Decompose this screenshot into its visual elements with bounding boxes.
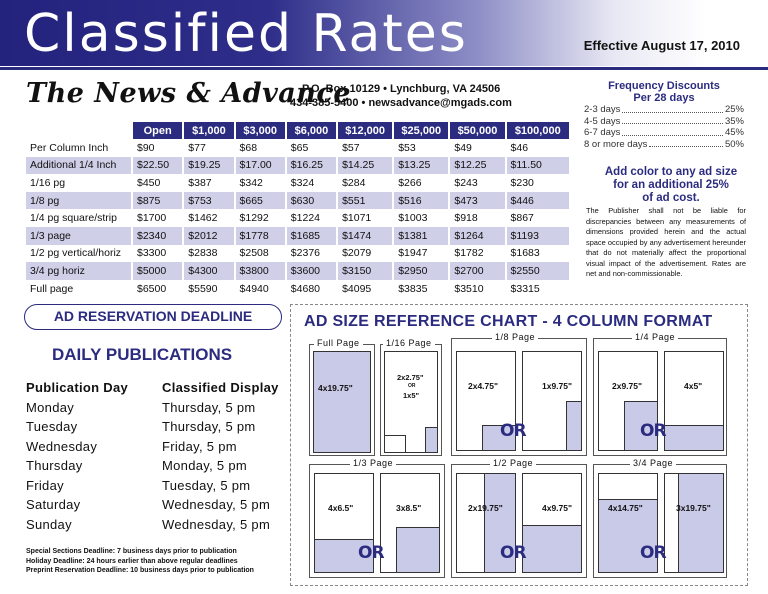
schedule-row bbox=[26, 398, 286, 418]
rate-cell: $4300 bbox=[183, 262, 234, 280]
disclaimer-text: The Publisher shall not be liable for discrepancies between any measurements of dimensions provided herein and the actual space occupied by any advertisement hereunder that do not materially affect the proportional visual impact of the advertisement. Rates are net and non-commissionable. bbox=[586, 206, 746, 278]
rate-cell: $1782 bbox=[449, 245, 505, 263]
deadline-schedule bbox=[26, 378, 286, 534]
classified-deadline: Thursday, 5 pm bbox=[162, 399, 256, 415]
schedule-row bbox=[26, 476, 286, 496]
rate-cell: $3315 bbox=[506, 280, 570, 298]
leader-dots bbox=[622, 116, 723, 125]
frequency-row bbox=[584, 104, 744, 116]
color-note-line: for an additional 25% bbox=[613, 179, 729, 191]
col-header: $50,000 bbox=[449, 122, 505, 139]
frequency-value: 50% bbox=[724, 138, 744, 150]
rate-cell: $2340 bbox=[132, 227, 183, 245]
rate-cell: $68 bbox=[235, 139, 286, 157]
rate-cell: $867 bbox=[506, 209, 570, 227]
rate-cell: $5000 bbox=[132, 262, 183, 280]
ad-fill bbox=[566, 401, 582, 451]
rate-cell: $473 bbox=[449, 192, 505, 210]
table-row bbox=[26, 262, 570, 280]
rate-cell: $1462 bbox=[183, 209, 234, 227]
ad-fill bbox=[522, 525, 582, 573]
or-label: OR bbox=[358, 543, 384, 563]
col-header: Open bbox=[132, 122, 183, 139]
rate-cell: $1264 bbox=[449, 227, 505, 245]
col-header: $1,000 bbox=[183, 122, 234, 139]
row-label: 1/8 pg bbox=[26, 192, 132, 210]
color-note-line: Add color to any ad size bbox=[604, 166, 738, 178]
daily-publications-heading: DAILY PUBLICATIONS bbox=[52, 345, 233, 364]
ad-fill bbox=[678, 473, 724, 573]
rate-cell: $2376 bbox=[286, 245, 337, 263]
rate-cell: $2508 bbox=[235, 245, 286, 263]
rate-cell: $342 bbox=[235, 174, 286, 192]
rate-cell: $1700 bbox=[132, 209, 183, 227]
rate-cell: $1381 bbox=[393, 227, 449, 245]
size-label: 3/4 Page bbox=[630, 458, 676, 468]
rate-cell: $49 bbox=[449, 139, 505, 157]
ad-fill bbox=[396, 527, 440, 573]
rate-cell: $3150 bbox=[337, 262, 393, 280]
col-header: $12,000 bbox=[337, 122, 393, 139]
ad-fill bbox=[425, 427, 438, 453]
frequency-subtitle: Per 28 days bbox=[633, 92, 695, 104]
rate-cell: $2079 bbox=[337, 245, 393, 263]
rate-cell: $90 bbox=[132, 139, 183, 157]
rate-cell: $875 bbox=[132, 192, 183, 210]
rate-cell: $53 bbox=[393, 139, 449, 157]
table-row bbox=[26, 174, 570, 192]
rate-cell: $22.50 bbox=[132, 157, 183, 175]
frequency-label: 8 or more days bbox=[584, 138, 648, 150]
rate-cell: $1947 bbox=[393, 245, 449, 263]
classified-deadline: Wednesday, 5 pm bbox=[162, 497, 271, 512]
rate-cell: $3835 bbox=[393, 280, 449, 298]
rate-cell: $12.25 bbox=[449, 157, 505, 175]
rate-cell: $243 bbox=[449, 174, 505, 192]
size-dim: 3x8.5" bbox=[396, 503, 422, 513]
phone-email: 434-385-5400 • newsadvance@mgads.com bbox=[290, 97, 512, 109]
size-1-4-page bbox=[593, 332, 727, 456]
publication-day: Wednesday bbox=[26, 438, 98, 454]
size-label: 1/3 Page bbox=[350, 458, 396, 468]
size-dim: 1x9.75" bbox=[542, 381, 573, 391]
note-line: Preprint Reservation Deadline: 10 business days prior to publication bbox=[26, 567, 254, 574]
rate-cell: $551 bbox=[337, 192, 393, 210]
rate-cell: $4095 bbox=[337, 280, 393, 298]
rate-cell: $1685 bbox=[286, 227, 337, 245]
row-label: Full page bbox=[26, 280, 132, 298]
classified-deadline: Tuesday, 5 pm bbox=[162, 477, 251, 493]
publication-day: Sunday bbox=[26, 516, 72, 532]
contact-block bbox=[290, 82, 512, 110]
note-line: Special Sections Deadline: 7 business days prior to publication bbox=[26, 548, 237, 555]
table-row bbox=[26, 139, 570, 157]
publication-day: Tuesday bbox=[26, 419, 78, 434]
rate-cell: $918 bbox=[449, 209, 505, 227]
rate-cell: $1778 bbox=[235, 227, 286, 245]
table-row bbox=[26, 227, 570, 245]
publication-day: Saturday bbox=[26, 497, 81, 512]
schedule-row bbox=[26, 495, 286, 515]
size-1-16-page bbox=[380, 338, 442, 456]
col-header: $6,000 bbox=[286, 122, 337, 139]
classified-deadline: Monday, 5 pm bbox=[162, 458, 248, 473]
size-1-2-page bbox=[451, 458, 587, 578]
size-label: 1/16 Page bbox=[383, 338, 435, 348]
size-dim: 4x9.75" bbox=[542, 503, 573, 513]
or-label: OR bbox=[640, 421, 666, 441]
rate-cell: $77 bbox=[183, 139, 234, 157]
row-label: 3/4 pg horiz bbox=[26, 262, 132, 280]
rate-cell: $1193 bbox=[506, 227, 570, 245]
rate-cell: $65 bbox=[286, 139, 337, 157]
rates-table bbox=[26, 122, 571, 297]
publication-day: Monday bbox=[26, 399, 75, 415]
table-header-row bbox=[26, 122, 570, 139]
rate-cell: $266 bbox=[393, 174, 449, 192]
frequency-title: Frequency Discounts bbox=[608, 80, 720, 92]
leader-dots bbox=[622, 127, 723, 136]
ad-size-chart-title: AD SIZE REFERENCE CHART - 4 COLUMN FORMAT bbox=[304, 313, 713, 330]
rate-cell: $665 bbox=[235, 192, 286, 210]
address: P.O. Box 10129 • Lynchburg, VA 24506 bbox=[302, 83, 501, 95]
col-header: $100,000 bbox=[506, 122, 570, 139]
classified-deadline: Thursday, 5 pm bbox=[162, 419, 256, 434]
size-dim: 2x2.75" bbox=[397, 373, 424, 382]
or-label: OR bbox=[500, 543, 526, 563]
schedule-row bbox=[26, 515, 286, 535]
rate-cell: $14.25 bbox=[337, 157, 393, 175]
divider bbox=[0, 67, 768, 70]
table-row bbox=[26, 192, 570, 210]
table-row bbox=[26, 280, 570, 298]
schedule-row bbox=[26, 437, 286, 457]
effective-date: Effective August 17, 2010 bbox=[583, 38, 740, 53]
rate-cell: $11.50 bbox=[506, 157, 570, 175]
size-label: Full Page bbox=[314, 338, 363, 348]
rate-cell: $1224 bbox=[286, 209, 337, 227]
frequency-value: 45% bbox=[724, 127, 744, 138]
frequency-value: 35% bbox=[724, 115, 744, 127]
or-label: OR bbox=[408, 383, 416, 389]
rate-cell: $387 bbox=[183, 174, 234, 192]
size-dim: 3x19.75" bbox=[676, 503, 711, 513]
deadline-heading: AD RESERVATION DEADLINE bbox=[24, 304, 282, 330]
schedule-row bbox=[26, 417, 286, 437]
size-label: 1/2 Page bbox=[490, 458, 536, 468]
schedule-row bbox=[26, 456, 286, 476]
size-dim: 4x6.5" bbox=[328, 503, 354, 513]
frequency-label: 4-5 days bbox=[584, 115, 621, 127]
schedule-header bbox=[26, 378, 286, 398]
rate-cell: $1683 bbox=[506, 245, 570, 263]
rate-cell: $3800 bbox=[235, 262, 286, 280]
classified-deadline: Friday, 5 pm bbox=[162, 438, 237, 454]
color-note-line: of ad cost. bbox=[642, 192, 700, 204]
frequency-label: 2-3 days bbox=[584, 104, 621, 115]
rate-cell: $324 bbox=[286, 174, 337, 192]
rate-cell: $1474 bbox=[337, 227, 393, 245]
header-banner bbox=[0, 0, 768, 66]
rate-cell: $2700 bbox=[449, 262, 505, 280]
rate-cell: $4940 bbox=[235, 280, 286, 298]
size-dim: 2x4.75" bbox=[468, 381, 499, 391]
rate-cell: $1292 bbox=[235, 209, 286, 227]
note-line: Holiday Deadline: 24 hours earlier than above regular deadlines bbox=[26, 557, 238, 565]
deadline-notes bbox=[26, 547, 254, 576]
size-3-4-page bbox=[593, 458, 727, 578]
rate-cell: $6500 bbox=[132, 280, 183, 298]
table-row bbox=[26, 245, 570, 263]
rate-cell: $46 bbox=[506, 139, 570, 157]
frequency-label: 6-7 days bbox=[584, 127, 621, 138]
color-note bbox=[586, 166, 756, 205]
publication-day: Thursday bbox=[26, 458, 83, 473]
size-dim: 1x5" bbox=[403, 391, 420, 400]
page-title: Classified Rates bbox=[24, 4, 468, 64]
publication-day: Friday bbox=[26, 477, 64, 493]
rate-cell: $16.25 bbox=[286, 157, 337, 175]
table-corner bbox=[26, 122, 132, 139]
row-label: 1/4 pg square/strip bbox=[26, 209, 132, 227]
frequency-value: 25% bbox=[724, 104, 744, 115]
rate-cell: $753 bbox=[183, 192, 234, 210]
row-label: 1/3 page bbox=[26, 227, 132, 245]
rate-cell: $2950 bbox=[393, 262, 449, 280]
size-1-8-page bbox=[451, 332, 587, 456]
row-label: Additional 1/4 Inch bbox=[26, 157, 132, 175]
rate-cell: $1071 bbox=[337, 209, 393, 227]
row-label: Per Column Inch bbox=[26, 139, 132, 157]
table-row bbox=[26, 157, 570, 175]
ad-fill bbox=[384, 435, 406, 453]
leader-dots bbox=[649, 139, 723, 148]
frequency-row bbox=[584, 116, 744, 128]
or-label: OR bbox=[500, 421, 526, 441]
frequency-row bbox=[584, 139, 744, 151]
size-dim: 4x14.75" bbox=[608, 503, 643, 513]
rate-cell: $284 bbox=[337, 174, 393, 192]
rate-cell: $630 bbox=[286, 192, 337, 210]
row-label: 1/2 pg vertical/horiz bbox=[26, 245, 132, 263]
rate-cell: $5590 bbox=[183, 280, 234, 298]
rate-cell: $2838 bbox=[183, 245, 234, 263]
rate-cell: $450 bbox=[132, 174, 183, 192]
col-header: Classified Display bbox=[162, 380, 279, 395]
size-label: 1/8 Page bbox=[492, 332, 538, 342]
rate-cell: $4680 bbox=[286, 280, 337, 298]
size-dim: 4x5" bbox=[684, 381, 703, 391]
rate-cell: $1003 bbox=[393, 209, 449, 227]
table-row bbox=[26, 209, 570, 227]
leader-dots bbox=[622, 104, 723, 113]
rate-cell: $3600 bbox=[286, 262, 337, 280]
rate-cell: $2012 bbox=[183, 227, 234, 245]
size-dim: 2x9.75" bbox=[612, 381, 643, 391]
rate-cell: $3510 bbox=[449, 280, 505, 298]
rate-cell: $230 bbox=[506, 174, 570, 192]
rate-cell: $3300 bbox=[132, 245, 183, 263]
classified-deadline: Wednesday, 5 pm bbox=[162, 516, 271, 532]
or-label: OR bbox=[640, 543, 666, 563]
col-header: $3,000 bbox=[235, 122, 286, 139]
size-dim: 4x19.75" bbox=[318, 383, 353, 393]
rate-cell: $516 bbox=[393, 192, 449, 210]
size-full-page bbox=[309, 338, 375, 456]
rate-cell: $446 bbox=[506, 192, 570, 210]
ad-fill bbox=[664, 425, 724, 451]
rate-cell: $13.25 bbox=[393, 157, 449, 175]
frequency-row bbox=[584, 127, 744, 139]
ad-fill bbox=[313, 351, 371, 453]
size-label: 1/4 Page bbox=[632, 332, 678, 342]
rate-cell: $2550 bbox=[506, 262, 570, 280]
frequency-discounts bbox=[584, 80, 744, 150]
size-dim: 2x19.75" bbox=[468, 503, 503, 513]
size-1-3-page bbox=[309, 458, 445, 578]
col-header: $25,000 bbox=[393, 122, 449, 139]
col-header: Publication Day bbox=[26, 380, 129, 395]
rate-cell: $19.25 bbox=[183, 157, 234, 175]
rate-cell: $57 bbox=[337, 139, 393, 157]
row-label: 1/16 pg bbox=[26, 174, 132, 192]
rate-cell: $17.00 bbox=[235, 157, 286, 175]
newspaper-logo: The News & Advance bbox=[26, 78, 352, 109]
